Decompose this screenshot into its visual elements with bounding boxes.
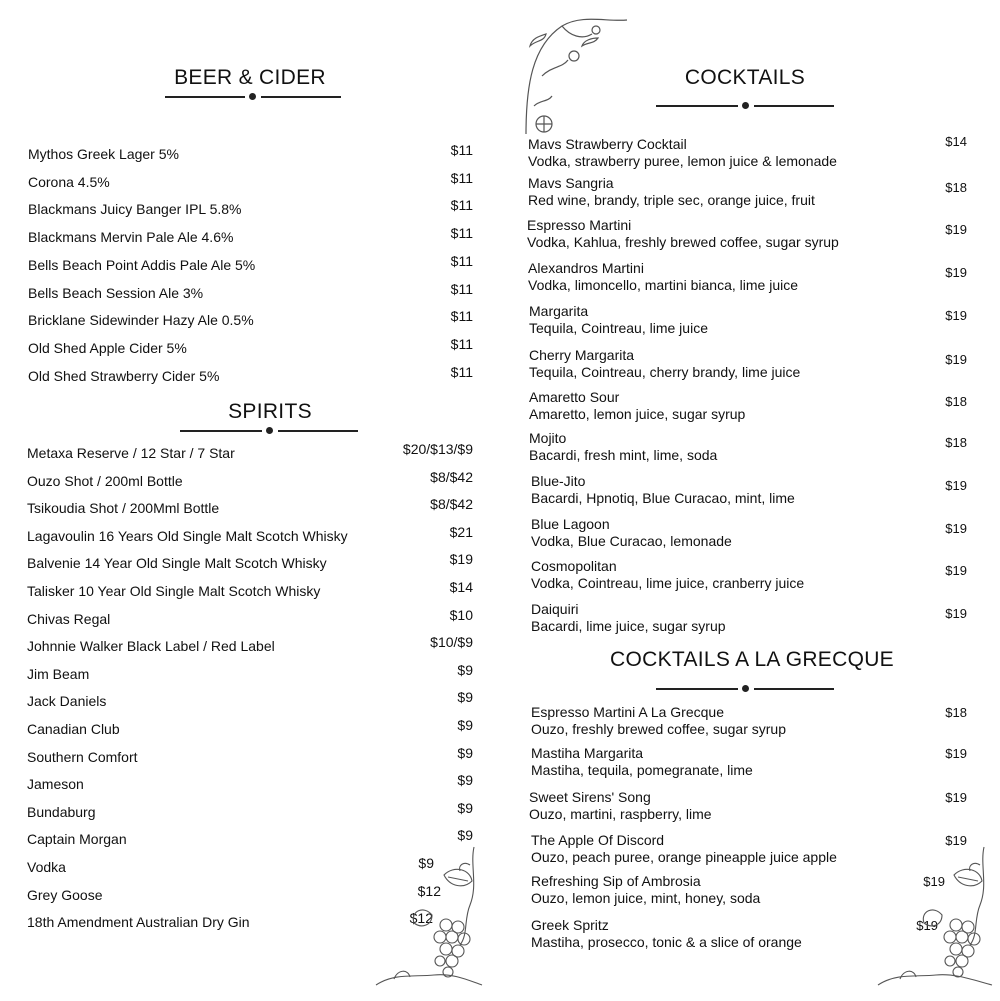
menu-item-name: Johnnie Walker Black Label / Red Label	[27, 638, 275, 655]
menu-item-name: Refreshing Sip of Ambrosia	[531, 873, 701, 889]
menu-item-name: Old Shed Strawberry Cider 5%	[28, 367, 220, 384]
grapes-icon	[876, 845, 994, 990]
menu-item-name: Espresso Martini A La Grecque	[531, 704, 724, 720]
vine-corner-icon	[522, 16, 632, 136]
menu-item-name: Jameson	[27, 776, 84, 793]
cocktails-heading: COCKTAILS	[684, 66, 806, 89]
menu-item-description: Ouzo, martini, raspberry, lime	[529, 806, 712, 822]
menu-item-price: $9	[457, 717, 473, 733]
menu-item-price: $12	[417, 882, 441, 899]
menu-item-price: $11	[450, 197, 473, 214]
menu-item-price: $19	[945, 833, 967, 848]
menu-item-description: Ouzo, lemon juice, mint, honey, soda	[531, 890, 761, 906]
menu-item-name: Sweet Sirens' Song	[529, 789, 651, 805]
menu-item-description: Vodka, Cointreau, lime juice, cranberry juice	[531, 575, 805, 591]
menu-item-name: Canadian Club	[27, 721, 120, 737]
menu-item-description: Tequila, Cointreau, lime juice	[529, 320, 708, 336]
menu-item-name: Vodka	[27, 859, 66, 875]
grecque-heading: COCKTAILS A LA GRECQUE	[610, 648, 894, 671]
menu-item-price: $21	[449, 523, 473, 540]
menu-item-price: $14	[945, 134, 967, 149]
menu-item-name: 18th Amendment Australian Dry Gin	[27, 914, 250, 931]
menu-item-name: Bundaburg	[27, 803, 96, 820]
menu-item-price: $19	[945, 265, 967, 280]
menu-item-description: Bacardi, fresh mint, lime, soda	[529, 447, 718, 463]
grapes-icon	[374, 845, 484, 990]
menu-item-description: Tequila, Cointreau, cherry brandy, lime juice	[529, 364, 801, 380]
menu-item-price: $9	[457, 827, 473, 844]
menu-item-name: Jim Beam	[27, 665, 90, 682]
menu-item-name: Bells Beach Point Addis Pale Ale 5%	[28, 256, 256, 273]
menu-item-price: $9	[457, 744, 473, 761]
menu-item-name: Southern Comfort	[27, 748, 138, 765]
menu-item-name: Cosmopolitan	[531, 558, 617, 574]
menu-item-name: Mavs Sangria	[528, 175, 614, 191]
menu-item-price: $19	[916, 918, 938, 933]
menu-item-description: Bacardi, lime juice, sugar syrup	[531, 618, 726, 634]
menu-item-name: Grey Goose	[27, 886, 103, 903]
menu-item-description: Ouzo, peach puree, orange pineapple juice apple	[531, 849, 837, 865]
menu-item-price: $11	[450, 252, 473, 269]
menu-item-price: $10/$9	[430, 634, 473, 651]
menu-item-description: Bacardi, Hpnotiq, Blue Curacao, mint, lime	[531, 490, 795, 506]
menu-item-name: Alexandros Martini	[528, 260, 644, 276]
menu-item-price: $18	[945, 394, 967, 409]
menu-item-name: Espresso Martini	[527, 217, 632, 233]
menu-item-price: $19	[945, 563, 967, 578]
menu-item-price: $19	[945, 606, 967, 621]
menu-item-price: $9	[457, 689, 473, 706]
menu-item-price: $18	[945, 435, 967, 450]
menu-item-name: Amaretto Sour	[529, 389, 620, 405]
menu-item-price: $19	[923, 874, 945, 889]
menu-item-name: Greek Spritz	[531, 917, 609, 933]
menu-item-name: Jack Daniels	[27, 693, 107, 710]
menu-item-price: $9	[457, 661, 473, 678]
cocktails-divider	[656, 101, 834, 111]
menu-item-description: Vodka, limoncello, martini bianca, lime juice	[528, 277, 799, 293]
menu-item-description: Vodka, strawberry puree, lemon juice & lemonade	[528, 153, 837, 169]
menu-item-price: $19	[945, 790, 967, 805]
menu-item-description: Vodka, Kahlua, freshly brewed coffee, sugar syrup	[527, 234, 839, 250]
menu-item-name: Mavs Strawberry Cocktail	[528, 136, 687, 152]
menu-item-price: $11	[450, 335, 473, 352]
menu-item-price: $19	[945, 746, 967, 761]
menu-item-name: Mythos Greek Lager 5%	[28, 146, 179, 162]
menu-item-name: Blue-Jito	[531, 473, 586, 489]
menu-item-description: Mastiha, prosecco, tonic & a slice of orange	[531, 934, 802, 950]
menu-item-name: Blue Lagoon	[531, 516, 610, 532]
menu-item-description: Vodka, Blue Curacao, lemonade	[531, 533, 732, 549]
menu-item-price: $19	[945, 521, 967, 536]
menu-item-name: Tsikoudia Shot / 200Mml Bottle	[27, 500, 220, 517]
menu-item-price: $19	[945, 478, 967, 493]
menu-item-name: The Apple Of Discord	[531, 832, 665, 848]
menu-item-price: $9	[418, 855, 434, 871]
menu-item-price: $19	[945, 308, 967, 323]
menu-item-price: $8/$42	[430, 468, 473, 485]
menu-item-name: Balvenie 14 Year Old Single Malt Scotch Whisky	[27, 555, 327, 572]
menu-item-name: Blackmans Mervin Pale Ale 4.6%	[28, 229, 234, 246]
menu-item-price: $12	[409, 910, 433, 927]
menu-item-name: Corona 4.5%	[28, 173, 110, 190]
menu-item-name: Mastiha Margarita	[531, 745, 644, 761]
menu-item-description: Mastiha, tequila, pomegranate, lime	[531, 762, 753, 778]
menu-item-price: $11	[450, 142, 473, 158]
menu-item-description: Ouzo, freshly brewed coffee, sugar syrup	[531, 721, 786, 737]
menu-item-price: $11	[450, 225, 473, 242]
menu-item-price: $10	[449, 606, 473, 623]
menu-item-name: Lagavoulin 16 Years Old Single Malt Scotch Whisky	[27, 527, 348, 544]
menu-item-name: Metaxa Reserve / 12 Star / 7 Star	[27, 445, 235, 461]
beer-cider-heading: BEER & CIDER	[174, 66, 326, 89]
menu-item-price: $20/$13/$9	[402, 441, 473, 457]
menu-item-description: Red wine, brandy, triple sec, orange juice, fruit	[528, 192, 815, 208]
menu-item-name: Bells Beach Session Ale 3%	[28, 284, 204, 301]
menu-item-price: $18	[945, 180, 967, 195]
menu-item-price: $11	[450, 280, 473, 297]
menu-item-name: Bricklane Sidewinder Hazy Ale 0.5%	[28, 312, 254, 329]
menu-item-price: $11	[450, 363, 473, 380]
menu-item-price: $19	[449, 551, 473, 568]
menu-item-name: Margarita	[529, 303, 589, 319]
menu-item-price: $11	[450, 169, 473, 186]
menu-item-name: Blackmans Juicy Banger IPL 5.8%	[28, 201, 242, 218]
menu-item-name: Captain Morgan	[27, 831, 127, 848]
menu-item-price: $19	[945, 222, 967, 237]
beer-cider-divider	[165, 92, 341, 102]
spirits-heading: SPIRITS	[228, 400, 312, 423]
menu-item-name: Ouzo Shot / 200ml Bottle	[27, 472, 183, 489]
menu-item-price: $11	[450, 308, 473, 325]
menu-item-name: Chivas Regal	[27, 610, 111, 627]
spirits-divider	[180, 426, 358, 436]
menu-item-price: $9	[457, 799, 473, 816]
menu-item-description: Amaretto, lemon juice, sugar syrup	[529, 406, 746, 422]
menu-item-price: $19	[945, 352, 967, 367]
menu-item-name: Daiquiri	[531, 601, 579, 617]
grecque-divider	[656, 684, 834, 694]
menu-item-price: $14	[449, 579, 473, 595]
menu-item-price: $8/$42	[430, 496, 473, 513]
menu-item-name: Mojito	[529, 430, 567, 446]
menu-item-name: Talisker 10 Year Old Single Malt Scotch Whisky	[27, 583, 321, 599]
menu-item-price: $9	[457, 772, 473, 789]
menu-item-name: Old Shed Apple Cider 5%	[28, 339, 187, 356]
menu-item-price: $18	[945, 705, 967, 720]
menu-item-name: Cherry Margarita	[529, 347, 635, 363]
